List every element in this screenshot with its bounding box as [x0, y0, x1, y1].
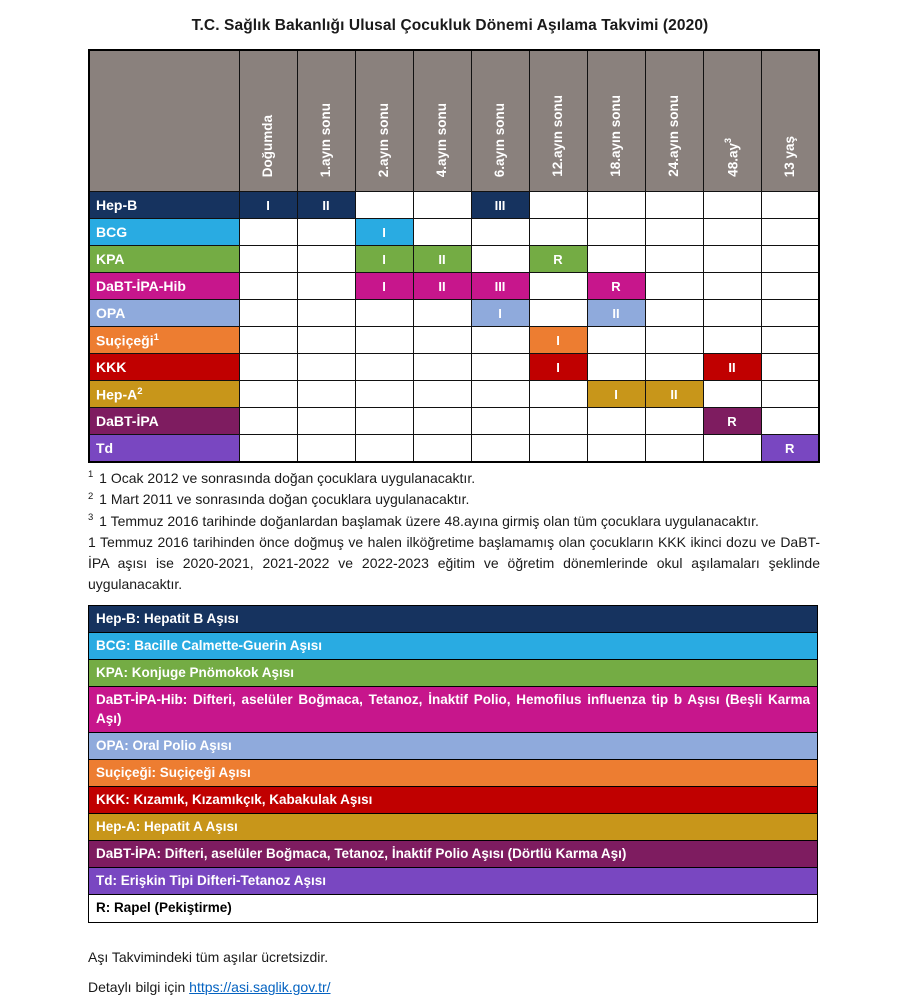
schedule-header: [89, 50, 819, 192]
empty-cell: [761, 273, 819, 300]
empty-cell: [413, 219, 471, 246]
dose-cell: R: [761, 435, 819, 463]
table-row: [89, 354, 819, 381]
legend-row: OPA: Oral Polio Aşısı: [88, 732, 818, 761]
empty-cell: [413, 381, 471, 408]
empty-cell: [529, 408, 587, 435]
empty-cell: [355, 435, 413, 463]
empty-cell: [587, 435, 645, 463]
empty-cell: [239, 273, 297, 300]
column-header-18-ay-n-sonu: [587, 50, 645, 192]
vaccine-row-label: Td: [89, 435, 239, 463]
empty-cell: [529, 219, 587, 246]
empty-cell: [297, 381, 355, 408]
dose-cell: II: [413, 273, 471, 300]
empty-cell: [413, 408, 471, 435]
dose-cell: I: [355, 273, 413, 300]
empty-cell: [355, 354, 413, 381]
footnote-marker: 1: [88, 469, 94, 481]
more-info-prefix: Detaylı bilgi için: [88, 978, 190, 995]
column-header-do-umda: [239, 50, 297, 192]
column-header-label: 2.ayın sonu: [376, 102, 392, 177]
empty-cell: [645, 219, 703, 246]
empty-cell: [297, 300, 355, 327]
footnote-marker: 2: [88, 490, 94, 502]
vaccine-legend: [88, 605, 818, 923]
table-row: [89, 246, 819, 273]
column-header-6-ay-n-sonu: [471, 50, 529, 192]
empty-cell: [297, 354, 355, 381]
free-vaccines-note: Aşı Takvimindeki tüm aşılar ücretsizdir.: [88, 948, 329, 965]
column-header-12-ay-n-sonu: [529, 50, 587, 192]
more-info-line: [0, 965, 900, 995]
empty-cell: [703, 435, 761, 463]
empty-cell: [297, 408, 355, 435]
vaccine-row-label: OPA: [89, 300, 239, 327]
empty-cell: [761, 219, 819, 246]
dose-cell: R: [587, 273, 645, 300]
legend-row: Suçiçeği: Suçiçeği Aşısı: [88, 759, 818, 788]
empty-cell: [587, 327, 645, 354]
vaccine-row-label: Hep-B: [89, 192, 239, 219]
legend-row: Hep-A: Hepatit A Aşısı: [88, 813, 818, 842]
vaccine-row-label: DaBT-İPA-Hib: [89, 273, 239, 300]
empty-cell: [297, 246, 355, 273]
empty-cell: [761, 408, 819, 435]
dose-cell: I: [355, 246, 413, 273]
empty-cell: [355, 408, 413, 435]
dose-cell: I: [529, 354, 587, 381]
column-header-label: Doğumda: [260, 114, 276, 177]
dose-cell: R: [529, 246, 587, 273]
column-header-4-ay-n-sonu: [413, 50, 471, 192]
empty-cell: [413, 327, 471, 354]
vaccine-label-superscript: 1: [153, 331, 159, 343]
empty-cell: [529, 435, 587, 463]
vaccine-row-label: KKK: [89, 354, 239, 381]
column-header-13-ya-: [761, 50, 819, 192]
empty-cell: [529, 300, 587, 327]
legend-row: KPA: Konjuge Pnömokok Aşısı: [88, 659, 818, 688]
legend-row: DaBT-İPA: Difteri, aselüler Boğmaca, Tetanoz, İnaktif Polio Aşısı (Dörtlü Karma Aşı): [88, 840, 818, 869]
footnote-line: $^1$ 1 Ocak 2012 ve sonrasında doğan çocuklara uygulanacaktır.: [88, 469, 476, 486]
dose-cell: I: [529, 327, 587, 354]
vaccine-row-label: Hep-$A^2$: [89, 381, 239, 408]
dose-cell: I: [471, 300, 529, 327]
empty-cell: [471, 327, 529, 354]
empty-cell: [703, 327, 761, 354]
empty-cell: [645, 354, 703, 381]
dose-cell: II: [703, 354, 761, 381]
empty-cell: [645, 435, 703, 463]
vaccine-label-superscript: 2: [137, 385, 143, 397]
column-header-2-ay-n-sonu: [355, 50, 413, 192]
table-row: [89, 435, 819, 463]
vaccine-row-label: DaBT-İPA: [89, 408, 239, 435]
legend-row: Hep-B: Hepatit B Aşısı: [88, 605, 818, 634]
empty-cell: [471, 354, 529, 381]
dose-cell: II: [587, 300, 645, 327]
column-header-superscript: 3: [723, 138, 733, 144]
table-row: [89, 327, 819, 354]
empty-cell: [703, 381, 761, 408]
column-header-48-ay: [703, 50, 761, 192]
column-header-label: 18.ayın sonu: [608, 95, 624, 177]
empty-cell: [587, 219, 645, 246]
empty-cell: [703, 273, 761, 300]
vaccine-row-label: KPA: [89, 246, 239, 273]
footnote-paragraph: 1 Temmuz 2016 tarihinden önce doğmuş ve halen ilköğretime başlamamış olan çocukların KKK ikinci dozu ve DaBT-İPA aşısı ise 2020-2021, 2021-2022 ve 2022-2023 eğitim ve öğretim dönemlerinde okul aşılamaları şeklinde uygulanacaktır.: [88, 533, 820, 593]
empty-cell: [587, 408, 645, 435]
vaccine-schedule-table: [88, 49, 820, 463]
column-header-label: 6.ayın sonu: [492, 102, 508, 177]
empty-cell: [413, 300, 471, 327]
empty-cell: [413, 192, 471, 219]
empty-cell: [297, 435, 355, 463]
empty-cell: [355, 327, 413, 354]
footnote-line: $^3$ 1 Temmuz 2016 tarihinde doğanlardan başlamak üzere 48.ayına girmiş olan tüm çocuklara uygulanacaktır.: [88, 511, 759, 529]
empty-cell: [587, 192, 645, 219]
empty-cell: [413, 354, 471, 381]
column-header-1-ay-n-sonu: [297, 50, 355, 192]
empty-cell: [413, 435, 471, 463]
table-row: [89, 300, 819, 327]
column-header-label: 4.ayın sonu: [434, 102, 450, 177]
empty-cell: [761, 381, 819, 408]
empty-cell: [703, 300, 761, 327]
empty-cell: [471, 381, 529, 408]
empty-cell: [297, 219, 355, 246]
empty-cell: [529, 192, 587, 219]
dose-cell: I: [587, 381, 645, 408]
footnote-marker: 3: [88, 511, 94, 523]
saglik-gov-link[interactable]: https://asi.saglik.gov.tr/: [189, 978, 331, 995]
empty-cell: [645, 246, 703, 273]
empty-cell: [239, 381, 297, 408]
empty-cell: [529, 273, 587, 300]
empty-cell: [645, 192, 703, 219]
empty-cell: [297, 273, 355, 300]
header-row: [89, 50, 819, 192]
empty-cell: [761, 354, 819, 381]
dose-cell: II: [297, 192, 355, 219]
empty-cell: [645, 300, 703, 327]
empty-cell: [471, 435, 529, 463]
legend-row: Td: Erişkin Tipi Difteri-Tetanoz Aşısı: [88, 867, 818, 896]
dose-cell: I: [355, 219, 413, 246]
empty-cell: [471, 246, 529, 273]
empty-cell: [239, 354, 297, 381]
empty-cell: [471, 219, 529, 246]
legend-row: DaBT-İPA-Hib: Difteri, aselüler Boğmaca, Tetanoz, İnaktif Polio, Hemofilus influenza tip b Aşısı (Beşli Karma Aşı): [88, 686, 818, 734]
empty-cell: [761, 192, 819, 219]
table-row: [89, 219, 819, 246]
empty-cell: [703, 246, 761, 273]
empty-cell: [761, 300, 819, 327]
legend-row: KKK: Kızamık, Kızamıkçık, Kabakulak Aşısı: [88, 786, 818, 815]
table-corner-cell: [89, 50, 239, 192]
empty-cell: [587, 246, 645, 273]
column-header-label: $48.ay^3$: [723, 138, 741, 177]
column-header-label: 24.ayın sonu: [666, 95, 682, 177]
column-header-24-ay-n-sonu: [645, 50, 703, 192]
empty-cell: [761, 327, 819, 354]
legend-row: BCG: Bacille Calmette-Guerin Aşısı: [88, 632, 818, 661]
column-header-label: 1.ayın sonu: [318, 102, 334, 177]
empty-cell: [355, 381, 413, 408]
empty-cell: [239, 435, 297, 463]
empty-cell: [239, 327, 297, 354]
empty-cell: [645, 408, 703, 435]
empty-cell: [529, 381, 587, 408]
table-row: [89, 381, 819, 408]
column-header-label: 13 yaş: [782, 135, 797, 177]
table-row: [89, 192, 819, 219]
dose-cell: II: [645, 381, 703, 408]
table-row: [89, 273, 819, 300]
empty-cell: [645, 273, 703, 300]
empty-cell: [239, 408, 297, 435]
empty-cell: [587, 354, 645, 381]
empty-cell: [645, 327, 703, 354]
empty-cell: [355, 300, 413, 327]
vaccine-row-label: Suçiçeği$^1$: [89, 327, 239, 354]
legend-row: R: Rapel (Pekiştirme): [88, 894, 818, 923]
schedule-body: [89, 192, 819, 463]
empty-cell: [297, 327, 355, 354]
empty-cell: [355, 192, 413, 219]
footnotes: [88, 468, 820, 596]
empty-cell: [239, 219, 297, 246]
dose-cell: III: [471, 273, 529, 300]
vaccine-row-label: BCG: [89, 219, 239, 246]
column-header-label: 12.ayın sonu: [550, 95, 566, 177]
dose-cell: III: [471, 192, 529, 219]
footnote-lines: [88, 468, 820, 532]
table-row: [89, 408, 819, 435]
dose-cell: II: [413, 246, 471, 273]
footnote-line: $^2$ 1 Mart 2011 ve sonrasında doğan çocuklara uygulanacaktır.: [88, 490, 470, 508]
empty-cell: [703, 192, 761, 219]
empty-cell: [239, 300, 297, 327]
dose-cell: I: [239, 192, 297, 219]
dose-cell: R: [703, 408, 761, 435]
empty-cell: [703, 219, 761, 246]
page-title: T.C. Sağlık Bakanlığı Ulusal Çocukluk Dönemi Aşılama Takvimi (2020): [191, 17, 709, 34]
empty-cell: [761, 246, 819, 273]
empty-cell: [239, 246, 297, 273]
empty-cell: [471, 408, 529, 435]
